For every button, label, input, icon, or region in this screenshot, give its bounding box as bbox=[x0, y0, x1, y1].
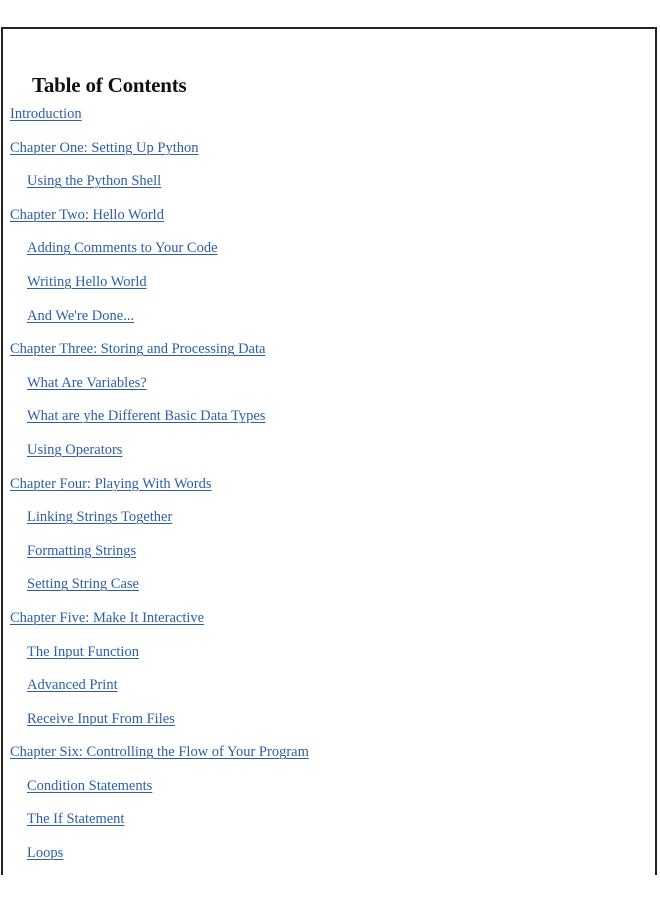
toc-section-entry bbox=[3, 538, 655, 572]
document-page bbox=[1, 27, 657, 875]
toc-link[interactable]: Chapter One: Setting Up Python bbox=[10, 139, 199, 156]
toc-link[interactable]: Chapter Five: Make It Interactive bbox=[10, 609, 205, 626]
toc-section-entry bbox=[3, 403, 655, 437]
toc-section-entry bbox=[3, 504, 655, 538]
toc-link[interactable]: Condition Statements bbox=[27, 777, 153, 794]
toc-link[interactable]: Chapter Six: Controlling the Flow of Your Program bbox=[10, 744, 309, 761]
toc-link[interactable]: Chapter Four: Playing With Words bbox=[10, 475, 212, 492]
toc-section-entry bbox=[3, 672, 655, 706]
toc-section-entry bbox=[3, 437, 655, 471]
toc-chapter-entry bbox=[3, 471, 655, 505]
toc-section-entry bbox=[3, 235, 655, 269]
toc-section-entry bbox=[3, 571, 655, 605]
toc-chapter-entry bbox=[3, 135, 655, 169]
toc-link[interactable]: Chapter Two: Hello World bbox=[10, 206, 164, 223]
toc-chapter-entry bbox=[3, 202, 655, 236]
toc-section-entry bbox=[3, 840, 655, 874]
toc-link[interactable]: Formatting Strings bbox=[27, 542, 137, 559]
toc-chapter-entry bbox=[3, 336, 655, 370]
toc-title: Table of Contents bbox=[32, 73, 187, 97]
toc-link[interactable]: Loops bbox=[27, 845, 64, 862]
toc-list bbox=[3, 101, 655, 874]
toc-chapter-entry bbox=[3, 739, 655, 773]
toc-section-entry bbox=[3, 269, 655, 303]
toc-section-entry bbox=[3, 773, 655, 807]
toc-link[interactable]: The Input Function bbox=[27, 643, 139, 660]
toc-link[interactable]: What are yhe Different Basic Data Types bbox=[27, 408, 266, 425]
toc-link[interactable]: Setting String Case bbox=[27, 576, 139, 593]
toc-chapter-entry bbox=[3, 605, 655, 639]
toc-link[interactable]: Advanced Print bbox=[27, 677, 118, 694]
toc-section-entry bbox=[3, 370, 655, 404]
toc-link[interactable]: Using Operators bbox=[27, 441, 123, 458]
toc-section-entry bbox=[3, 806, 655, 840]
toc-link[interactable]: Using the Python Shell bbox=[27, 173, 162, 190]
toc-link[interactable]: Adding Comments to Your Code bbox=[27, 240, 218, 257]
toc-link[interactable]: Writing Hello World bbox=[27, 273, 147, 290]
toc-section-entry bbox=[3, 639, 655, 673]
toc-link[interactable]: Introduction bbox=[10, 106, 82, 122]
toc-link[interactable]: Receive Input From Files bbox=[27, 710, 175, 727]
toc-link[interactable]: The If Statement bbox=[27, 811, 125, 828]
toc-link[interactable]: Chapter Three: Storing and Processing Data bbox=[10, 341, 266, 358]
toc-link[interactable]: What Are Variables? bbox=[27, 374, 147, 391]
toc-section-entry bbox=[3, 303, 655, 337]
toc-section-entry bbox=[3, 168, 655, 202]
toc-section-entry bbox=[3, 706, 655, 740]
toc-link[interactable]: Linking Strings Together bbox=[27, 509, 173, 526]
toc-link[interactable]: And We're Done... bbox=[27, 307, 135, 324]
toc-chapter-entry bbox=[3, 101, 655, 135]
